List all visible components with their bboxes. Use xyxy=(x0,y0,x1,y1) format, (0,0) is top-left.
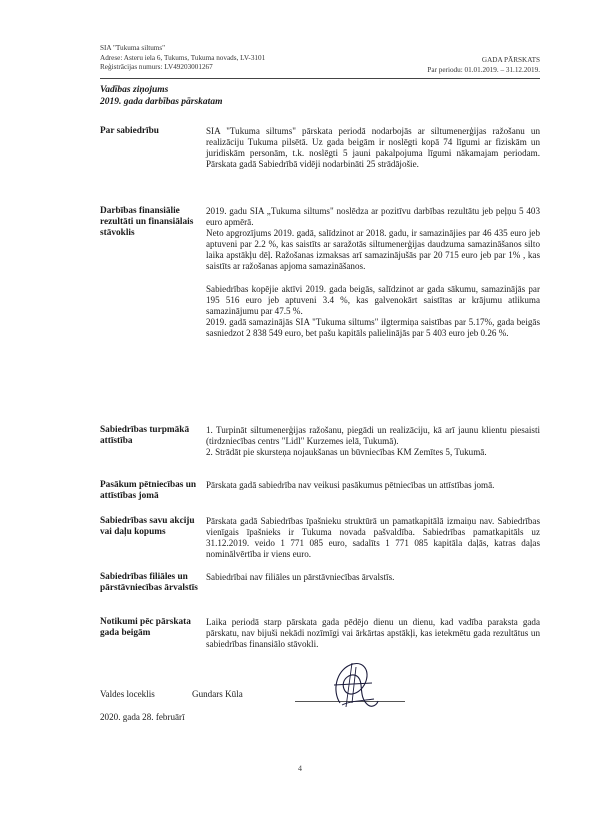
signatory-role: Valdes loceklis xyxy=(100,689,155,699)
header-company-block xyxy=(100,44,265,73)
signatory-name: Gundars Kūla xyxy=(192,689,243,699)
paragraph: Pārskata gadā Sabiedrības īpašnieku struktūrā un pamatkapitālā izmaiņu nav. Sabiedrības vienīgais īpašnieks ir Tukuma novada pašvaldība. Sabiedrības pamatkapitāls uz 31.12.2019. veido 1 771 085 euro, sadalīts 1 771 085 kapitāla daļās, katras daļas nominālvērtība ir viens euro. xyxy=(206,516,540,560)
paragraph: Sabiedrības kopējie aktīvi 2019. gada beigās, salīdzinot ar gada sākumu, samazinājās par 195 516 euro jeb aptuveni 3.4 %, kas galvenokārt saistītas ar krājumu atlikuma samazinājumu par 47.5 %. xyxy=(206,283,540,316)
section-text xyxy=(206,516,540,560)
document-title-line2: 2019. gada darbības pārskatam xyxy=(100,97,223,107)
section-text xyxy=(206,126,540,170)
paragraph: 2. Strādāt pie skursteņa nojaukšanas un būvniecības KM Zemītes 5, Tukumā. xyxy=(206,447,487,458)
paragraph: Sabiedrībai nav filiāles un pārstāvniecības ārvalstīs. xyxy=(206,572,395,582)
paragraph: 2019. gadā samazinājās SIA "Tukuma siltums" ilgtermiņa saistības par 5.17%, gada beigās sasniedzot 2 838 549 euro, bet pašu kapitāls palielinājās par 5 403 euro jeb 0.26 %. xyxy=(206,316,540,338)
signature-date: 2020. gada 28. februārī xyxy=(100,712,185,722)
paragraph-gap xyxy=(206,273,540,284)
paragraph: Laika periodā starp pārskata gada pēdējo dienu un dienu, kad vadība paraksta gada pārskatu, nav bijuši nekādi nozīmīgi vai ārkārtas apstākļi, kas ietekmētu gada rezultātus un sabiedrības finansiālo stāvokli. xyxy=(206,617,540,650)
report-period: Par periodu: 01.01.2019. – 31.12.2019. xyxy=(427,65,540,74)
section-label: Darbības finansiālie rezultāti un finansiālais stāvoklis xyxy=(100,206,194,238)
section-label: Pasākum pētniecības un attīstības jomā xyxy=(100,480,197,501)
paragraph: Neto apgrozījums 2019. gadā, salīdzinot ar 2018. gadu, ir samazinājies par 46 435 euro jeb aptuveni par 2.2 %, kas saistīts ar saražotās siltumenerģijas daudzuma samazināšanos silto laika apstākļu dēļ. Ražošanas izmaksas arī samazinājušās par 20 715 euro jeb par 1% , kas saistīts ar ražošanas apjoma samazināšanos. xyxy=(206,228,540,272)
document-title xyxy=(100,84,222,108)
paragraph: 1. Turpināt siltumenerģijas ražošanu, piegādi un realizāciju, kā arī jaunu klientu piesaisti (tirdzniecības centrs "Lidl" Kurzemes ielā, Tukumā). xyxy=(206,425,540,447)
company-registration: Reģistrācijas numurs: LV49203001267 xyxy=(100,63,213,72)
section-label: Sabiedrības savu akciju vai daļu kopums xyxy=(100,516,195,537)
section-text xyxy=(206,617,540,650)
section-label: Notikumi pēc pārskata gada beigām xyxy=(100,617,191,638)
company-name: SIA "Tukuma siltums" xyxy=(100,44,166,52)
report-title: GADA PĀRSKATS xyxy=(481,56,540,64)
header-report-block xyxy=(427,56,540,75)
handwritten-signature xyxy=(322,655,382,715)
section-label: Sabiedrības filiāles un pārstāvniecības ārvalstīs xyxy=(100,572,198,593)
paragraph: 2019. gadu SIA „Tukuma siltums" noslēdza ar pozitīvu darbības rezultātu jeb peļņu 5 403 euro apmērā. xyxy=(206,206,540,228)
section-text xyxy=(206,206,540,339)
company-address: Adrese: Asteru iela 6, Tukums, Tukuma novads, LV-3101 xyxy=(100,53,266,62)
document-title-line1: Vadības ziņojums xyxy=(100,85,169,95)
paragraph: Pārskata gadā sabiedrība nav veikusi pasākumus pētniecības un attīstības jomā. xyxy=(206,480,495,490)
section-text xyxy=(206,480,540,491)
section-label: Par sabiedrību xyxy=(100,126,159,136)
section-text xyxy=(206,425,540,458)
page-number: 4 xyxy=(298,764,302,773)
paragraph: SIA "Tukuma siltums" pārskata periodā nodarbojās ar siltumenerģijas ražošanu un realizāciju Tukuma pilsētā. Uz gada beigām ir noslēgti kopā 74 līgumi ar fiziskām un juridiskām personām, t.k. noslēgti 5 jauni pakalpojuma līgumi nākamajam periodam. Pārskata gadā Sabiedrībā vidēji nodarbināti 25 strādājošie. xyxy=(206,126,540,170)
header-divider xyxy=(100,78,540,79)
section-text xyxy=(206,572,540,583)
section-label: Sabiedrības turpmākā attīstība xyxy=(100,425,190,446)
